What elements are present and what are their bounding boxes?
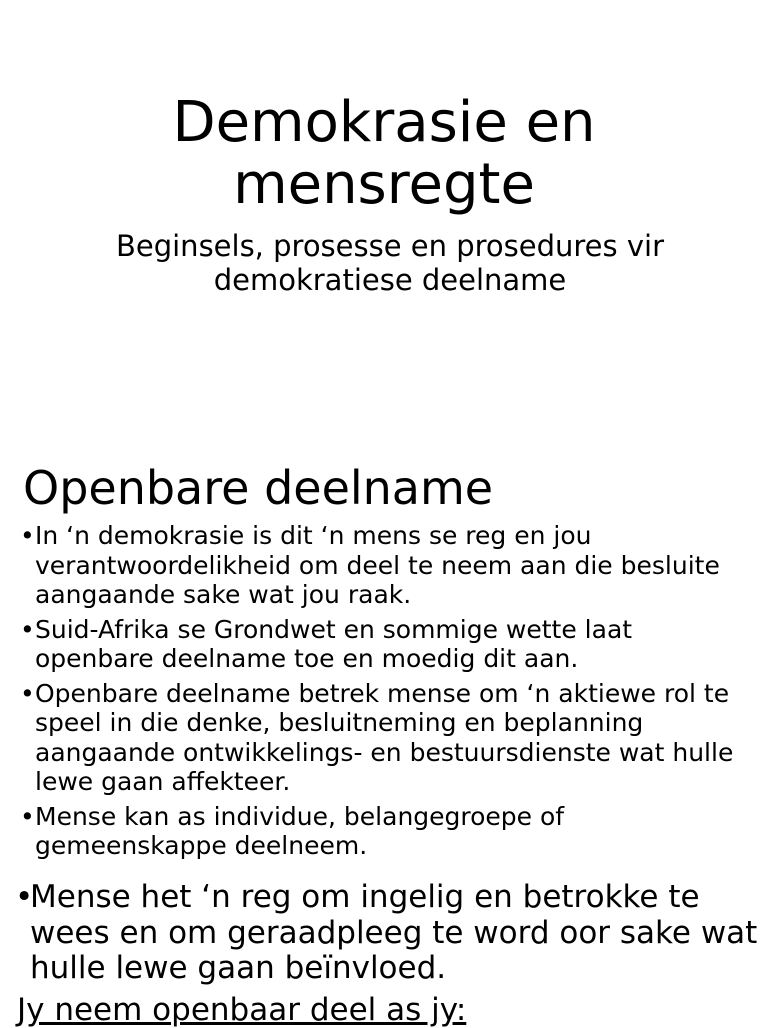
bullet-item: • Suid-Afrika se Grondwet en sommige wette laat openbare deelname toe en moedig dit aan. bbox=[20, 615, 750, 674]
slide-title-line-2: mensregte bbox=[233, 152, 535, 217]
slide-subtitle-line-1: Beginsels, prosesse en prosedures vir bbox=[115, 229, 664, 263]
bullet-item: • Openbare deelname betrek mense om ‘n aktiewe rol te speel in die denke, besluitneming en beplanning aangaande ontwikkelings- en bestuursdienste wat hulle lewe gaan affekteer. bbox=[20, 679, 750, 797]
participation-heading: Jy neem openbaar deel as jy: bbox=[17, 992, 467, 1028]
slide-title bbox=[0, 92, 768, 216]
bullet-item: • Mense kan as individue, belangegroepe of gemeenskappe deelneem. bbox=[20, 802, 750, 861]
bullet-item: • In ‘n demokrasie is dit ‘n mens se reg en jou verantwoordelikheid om deel te neem aan die besluite aangaande sake wat jou raak. bbox=[20, 521, 750, 610]
highlight-bullet bbox=[15, 880, 768, 987]
slide-subtitle-line-2: demokratiese deelname bbox=[213, 263, 567, 297]
bullet-dot-icon: • bbox=[15, 879, 34, 915]
highlight-bullet-text: Mense het ‘n reg om ingelig en betrokke te wees en om geraadpleeg te word oor sake wat hulle lewe gaan beïnvloed. bbox=[30, 879, 758, 986]
slide-subtitle bbox=[0, 229, 768, 297]
slide-title-line-1: Demokrasie en bbox=[172, 90, 596, 155]
bullet-list bbox=[20, 521, 750, 866]
section-title: Openbare deelname bbox=[23, 461, 494, 515]
